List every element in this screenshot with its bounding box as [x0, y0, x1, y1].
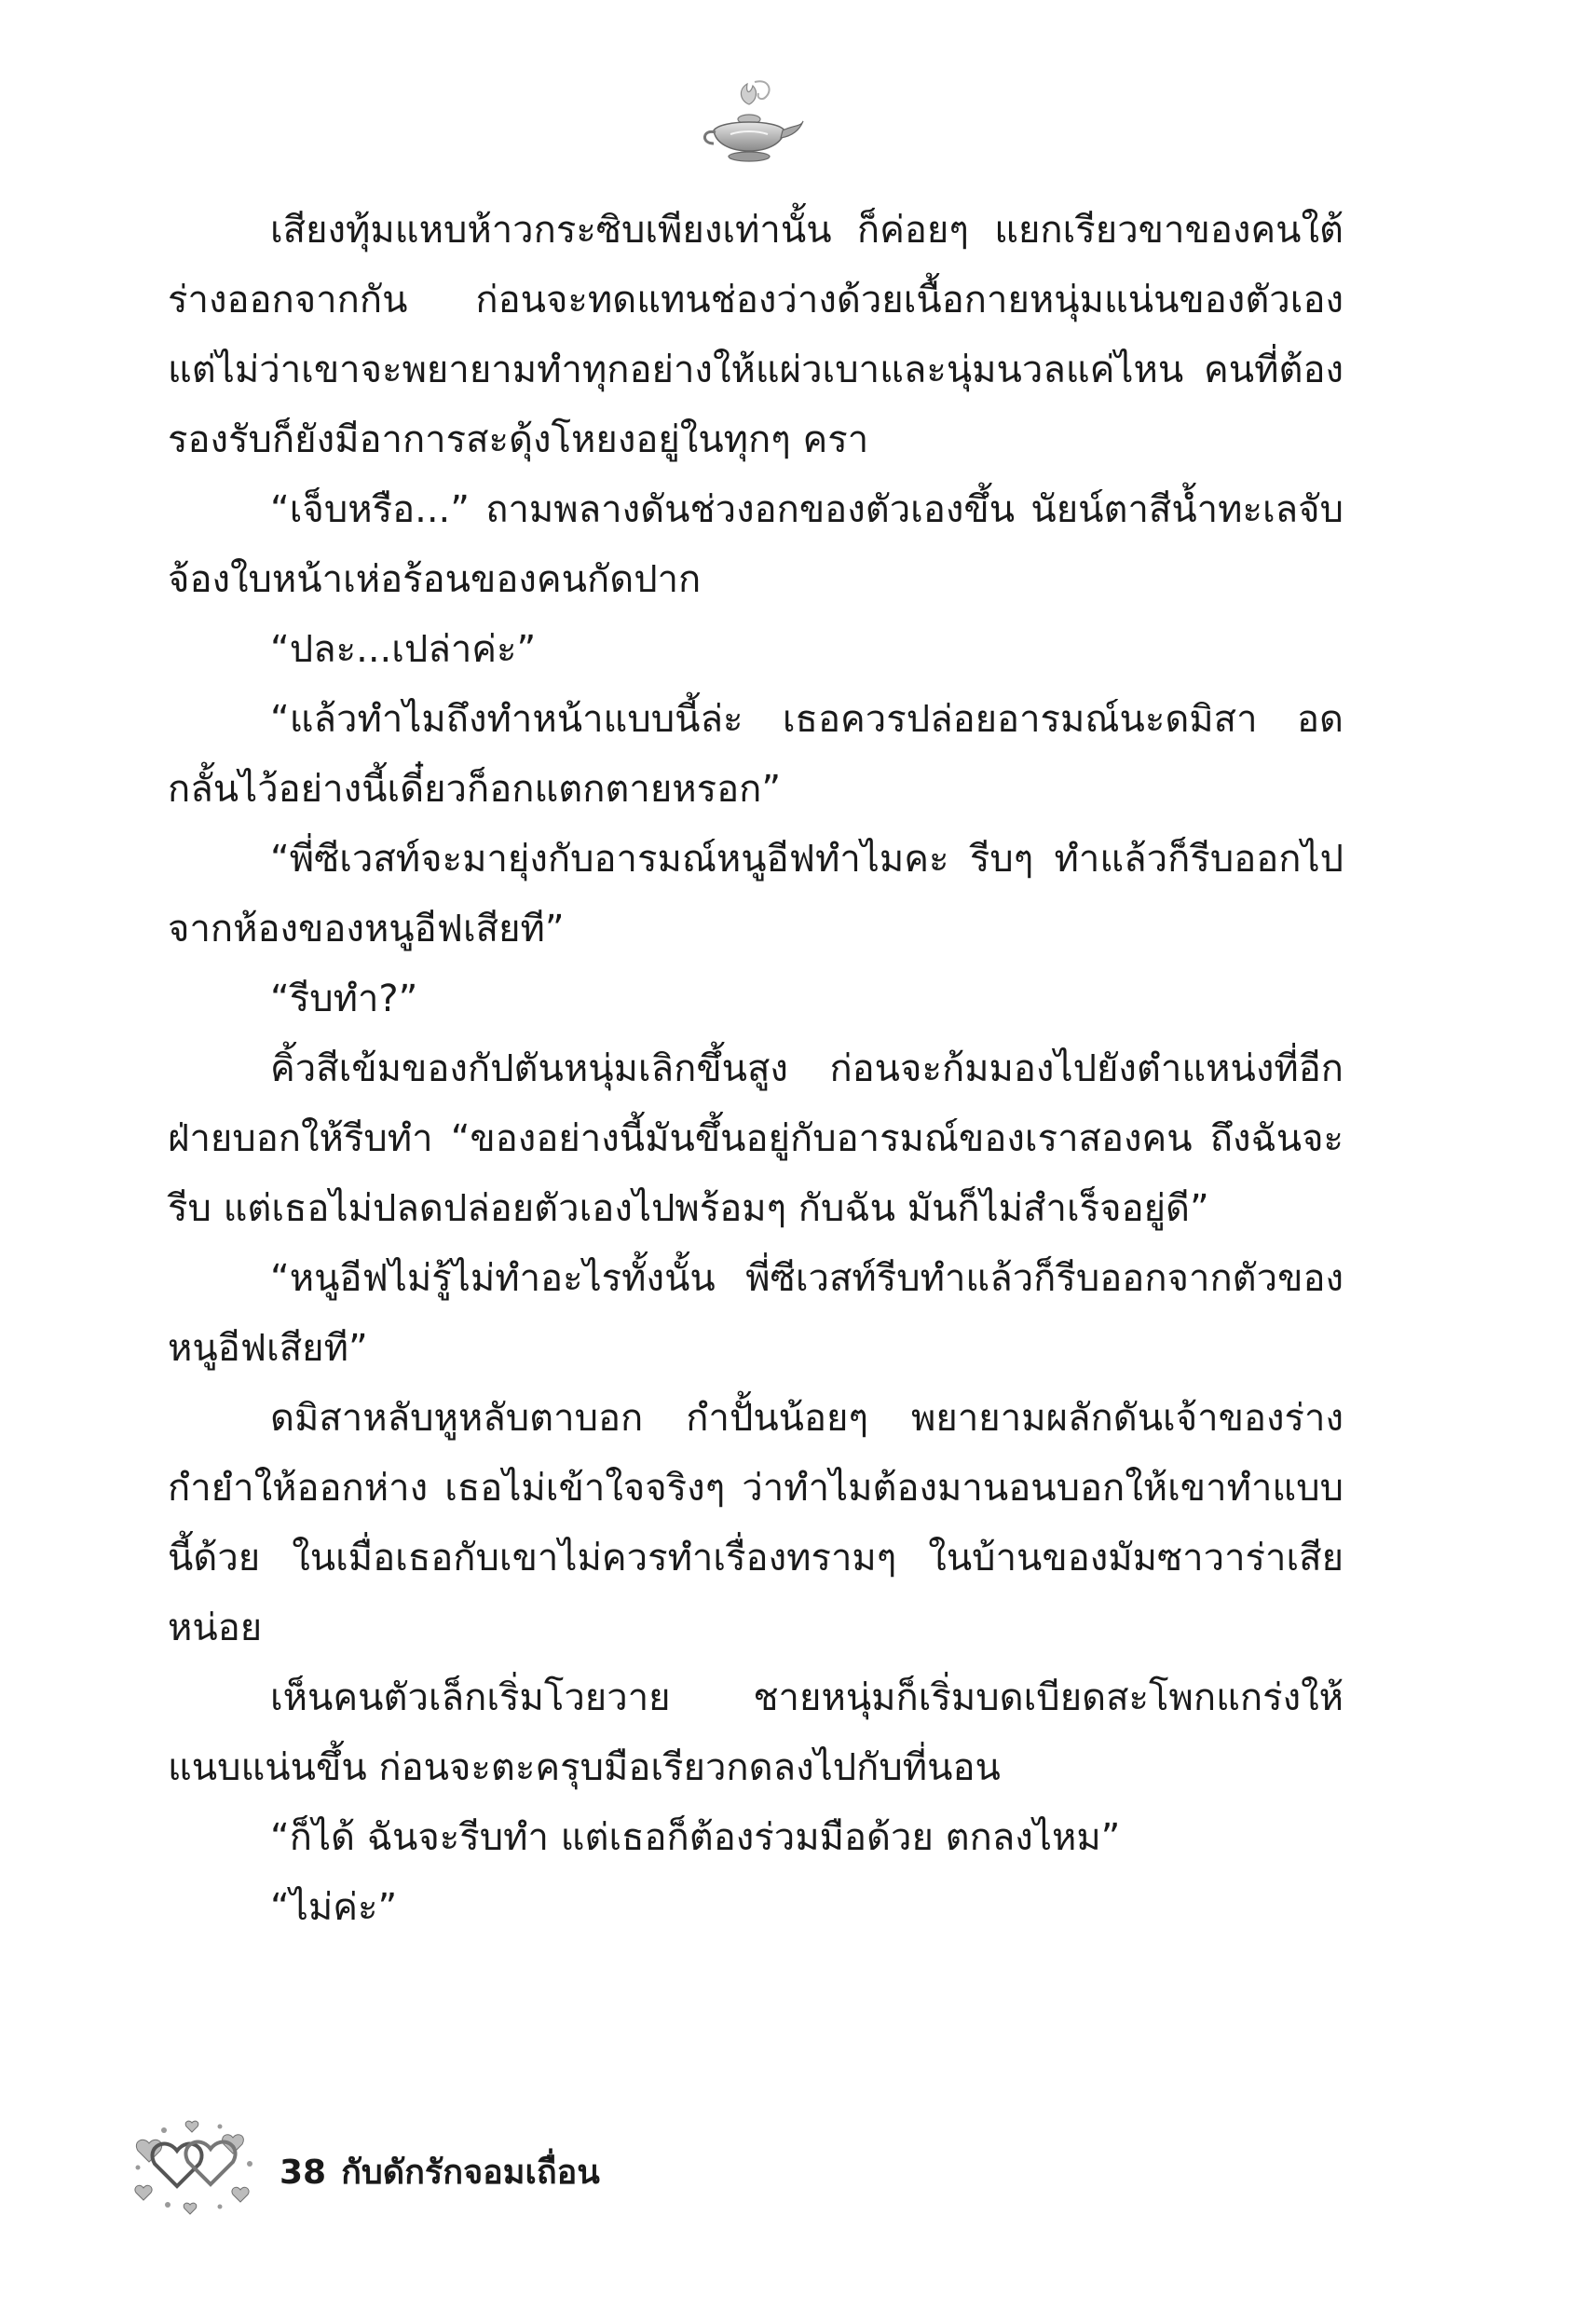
- paragraph: “ก็ได้ ฉันจะรีบทำ แต่เธอก็ต้องร่วมมือด้วย ตกลงไหม”: [270, 1816, 1121, 1859]
- paragraph: “ปละ...เปล่าค่ะ”: [270, 628, 537, 671]
- paragraph: “แล้วทำไมถึงทำหน้าแบบนี้ล่ะ เธอควรปล่อยอารมณ์นะดมิสา อดกลั้นไว้อย่างนี้เดี๋ยวก็อกแตกตายหรอก”: [168, 698, 1344, 811]
- hearts-ornament-icon: [130, 2115, 261, 2218]
- paragraph: เห็นคนตัวเล็กเริ่มโวยวาย ชายหนุ่มก็เริ่มบดเบียดสะโพกแกร่งให้แนบแน่นขึ้น ก่อนจะตะครุบมือเรียวกดลงไปกับที่นอน: [168, 1676, 1344, 1789]
- story-text: [168, 196, 1344, 1943]
- paragraph: “พี่ซีเวสท์จะมายุ่งกับอารมณ์หนูอีฟทำไมคะ รีบๆ ทำแล้วก็รีบออกไปจากห้องของหนูอีฟเสียที”: [168, 838, 1344, 950]
- paragraph: “ไม่ค่ะ”: [270, 1886, 398, 1929]
- footer-label: [280, 2145, 615, 2198]
- genie-lamp-icon: [693, 76, 805, 166]
- paragraph: เสียงทุ้มแหบห้าวกระซิบเพียงเท่านั้น ก็ค่อยๆ แยกเรียวขาของคนใต้ร่างออกจากกัน ก่อนจะทดแทนช่องว่างด้วยเนื้อกายหนุ่มแน่นของตัวเอง แต่ไม่ว่าเขาจะพยายามทำทุกอย่างให้แผ่วเบาและนุ่มนวลแค่ไหน คนที่ต้องรองรับก็ยังมีอาการสะดุ้งโหยงอยู่ในทุกๆ ครา: [168, 209, 1344, 461]
- paragraph: “เจ็บหรือ...” ถามพลางดันช่วงอกของตัวเองขึ้น นัยน์ตาสีน้ำทะเลจับจ้องใบหน้าเห่อร้อนของคนกัดปาก: [168, 488, 1344, 601]
- paragraph: ดมิสาหลับหูหลับตาบอก กำปั้นน้อยๆ พยายามผลักดันเจ้าของร่างกำยำให้ออกห่าง เธอไม่เข้าใจจริงๆ ว่าทำไมต้องมานอนบอกให้เขาทำแบบนี้ด้วย ในเมื่อเธอกับเขาไม่ควรทำเรื่องทรามๆ ในบ้านของมัมซาวาร่าเสียหน่อย: [168, 1397, 1344, 1649]
- paragraph: “หนูอีฟไม่รู้ไม่ทำอะไรทั้งนั้น พี่ซีเวสท์รีบทำแล้วก็รีบออกจากตัวของหนูอีฟเสียที”: [168, 1257, 1344, 1370]
- page-number: 38: [280, 2154, 327, 2192]
- book-title: กับดักรักจอมเถื่อน: [341, 2154, 600, 2192]
- page-footer: [130, 2115, 783, 2218]
- paragraph: “รีบทำ?”: [270, 978, 418, 1020]
- paragraph: คิ้วสีเข้มของกัปตันหนุ่มเลิกขึ้นสูง ก่อนจะก้มมองไปยังตำแหน่งที่อีกฝ่ายบอกให้รีบทำ “ของอย่างนี้มันขึ้นอยู่กับอารมณ์ของเราสองคน ถึงฉันจะรีบ แต่เธอไม่ปลดปล่อยตัวเองไปพร้อมๆ กับฉัน มันก็ไม่สำเร็จอยู่ดี”: [168, 1047, 1344, 1230]
